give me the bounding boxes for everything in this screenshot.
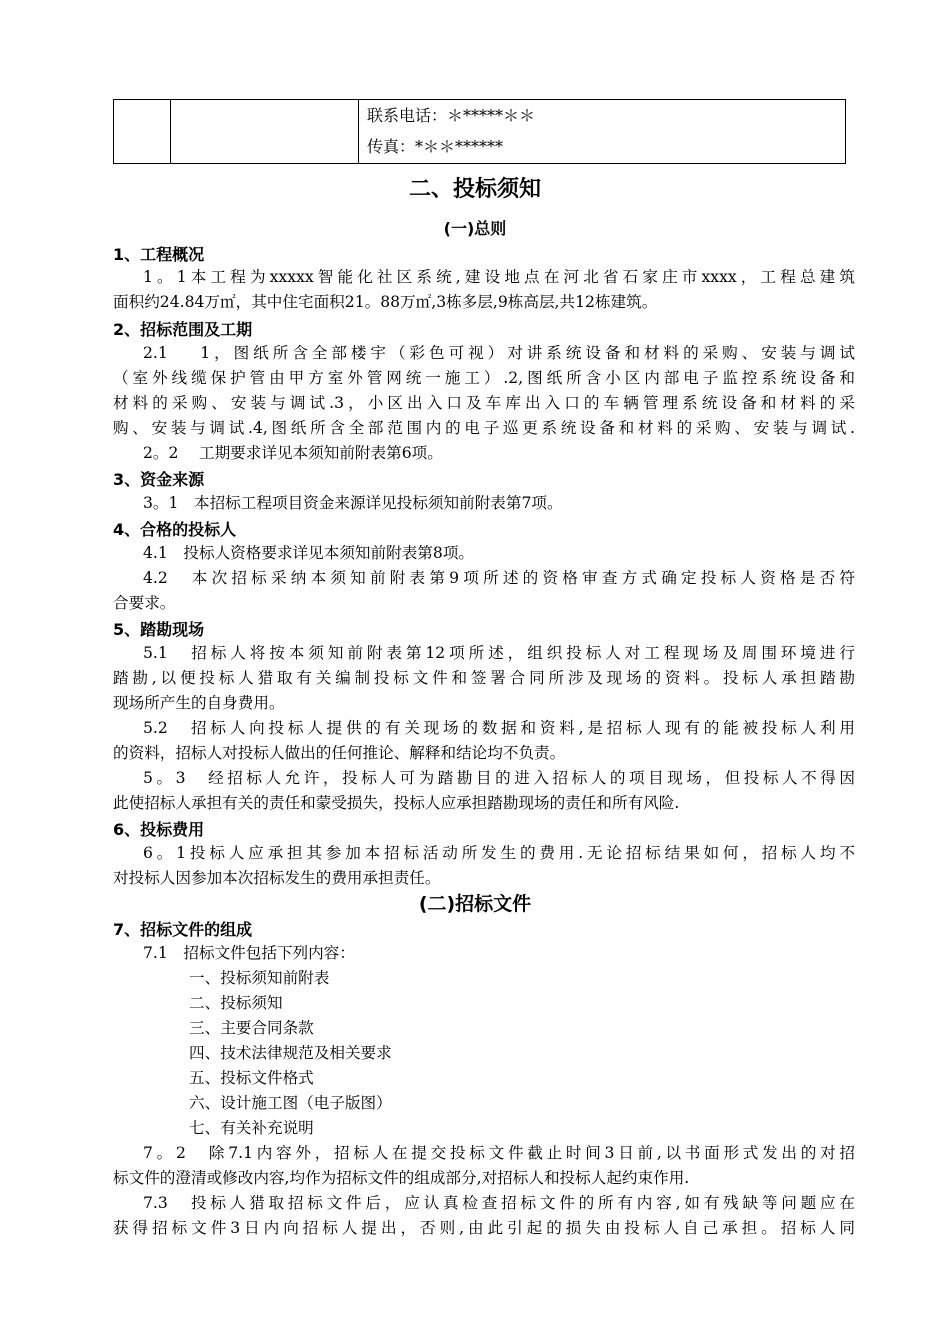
subsection-general: (一)总则 <box>443 219 507 238</box>
section-2-line-2: （室外线缆保护管由甲方室外管网统一施工）.2,图纸所含小区内部电子监控系统设备和 <box>113 369 855 387</box>
section-7-line-1: 7.1 招标文件包括下列内容： <box>143 944 355 962</box>
section-4-line-2: 4.2 本次招标采纳本须知前附表第9项所述的资格审查方式确定投标人资格是否符 <box>143 569 855 587</box>
section-4-line-3: 合要求。 <box>113 594 176 612</box>
section-5-line-4: 5.2 招标人向投标人提供的有关现场的数据和资料,是招标人现有的能被投标人利用 <box>143 719 855 737</box>
section-5-title: 5、踏勘现场 <box>113 620 205 639</box>
section-6-line-2: 对投标人因参加本次招标发生的费用承担责任。 <box>113 869 441 887</box>
section-5-line-6: 5。3 经招标人允许，投标人可为踏勘目的进入招标人的项目现场，但投标人不得因 <box>143 769 855 787</box>
section-3-title: 3、资金来源 <box>113 470 205 489</box>
list-item: 七、有关补充说明 <box>189 1119 314 1137</box>
section-1-line-2: 面积约24.84万㎡，其中住宅面积21。88万㎡,3栋多层,9栋高层,共12栋建筑。 <box>113 293 658 311</box>
section-5-line-3: 现场所产生的自身费用。 <box>113 694 285 712</box>
section-6-line-1: 6。1投标人应承担其参加本招标活动所发生的费用.无论招标结果如何，招标人均不 <box>143 844 855 862</box>
table-cell-empty-1 <box>114 100 171 164</box>
contact-table <box>113 99 846 164</box>
section-2-line-1: 2.1 1，图纸所含全部楼宇（彩色可视）对讲系统设备和材料的采购、安装与调试 <box>143 344 855 362</box>
page-title: 二、投标须知 <box>408 177 541 202</box>
list-item: 六、设计施工图（电子版图） <box>189 1094 392 1112</box>
section-7-line-3: 标文件的澄清或修改内容,均作为招标文件的组成部分,对招标人和投标人起约束作用. <box>113 1169 690 1187</box>
phone-line: 联系电话：＊*****＊＊ <box>367 106 536 125</box>
section-2-title: 2、招标范围及工期 <box>113 320 253 339</box>
section-1-title: 1、工程概况 <box>113 245 205 264</box>
list-item: 三、主要合同条款 <box>189 1019 314 1037</box>
section-5-line-7: 此使招标人承担有关的责任和蒙受损失，投标人应承担踏勘现场的责任和所有风险. <box>113 794 680 812</box>
section-2-line-3: 材料的采购、安装与调试.3，小区出入口及车库出入口的车辆管理系统设备和材料的采 <box>113 394 855 412</box>
section-5-line-2: 踏勘,以便投标人猎取有关编制投标文件和签署合同所涉及现场的资料。投标人承担踏勘 <box>113 669 855 687</box>
section-1-line-1: 1。1本工程为xxxxx智能化社区系统,建设地点在河北省石家庄市xxxx，工程总建筑 <box>143 268 855 286</box>
list-item: 四、技术法律规范及相关要求 <box>189 1044 392 1062</box>
section-7-line-4: 7.3 投标人猎取招标文件后，应认真检查招标文件的所有内容,如有残缺等问题应在 <box>143 1194 855 1212</box>
section-3-line-1: 3。1 本招标工程项目资金来源详见投标须知前附表第7项。 <box>143 494 563 512</box>
section-6-title: 6、投标费用 <box>113 820 205 839</box>
list-item: 一、投标须知前附表 <box>189 969 330 987</box>
subsection-documents: (二)招标文件 <box>418 893 532 915</box>
section-5-line-5: 的资料，招标人对投标人做出的任何推论、解释和结论均不负责。 <box>113 744 566 762</box>
section-7-line-2: 7。2 除7.1内容外，招标人在提交投标文件截止时间3日前,以书面形式发出的对招 <box>143 1144 855 1162</box>
section-4-title: 4、合格的投标人 <box>113 520 237 539</box>
list-item: 五、投标文件格式 <box>189 1069 314 1087</box>
section-4-line-1: 4.1 投标人资格要求详见本须知前附表第8项。 <box>143 544 475 562</box>
section-7-title: 7、招标文件的组成 <box>113 920 253 939</box>
section-5-line-1: 5.1 招标人将按本须知前附表第12项所述，组织投标人对工程现场及周围环境进行 <box>143 644 855 662</box>
section-2-line-4: 购、安装与调试.4,图纸所含全部范围内的电子巡更系统设备和材料的采购、安装与调试. <box>113 419 855 437</box>
list-item: 二、投标须知 <box>189 994 283 1012</box>
fax-line: 传真：*＊＊****** <box>367 137 504 156</box>
table-cell-empty-2 <box>171 100 359 164</box>
contact-cell <box>359 100 846 164</box>
section-7-line-5: 获得招标文件3日内向招标人提出，否则,由此引起的损失由投标人自己承担。招标人同 <box>113 1219 855 1237</box>
section-2-line-5: 2。2 工期要求详见本须知前附表第6项。 <box>143 444 443 462</box>
